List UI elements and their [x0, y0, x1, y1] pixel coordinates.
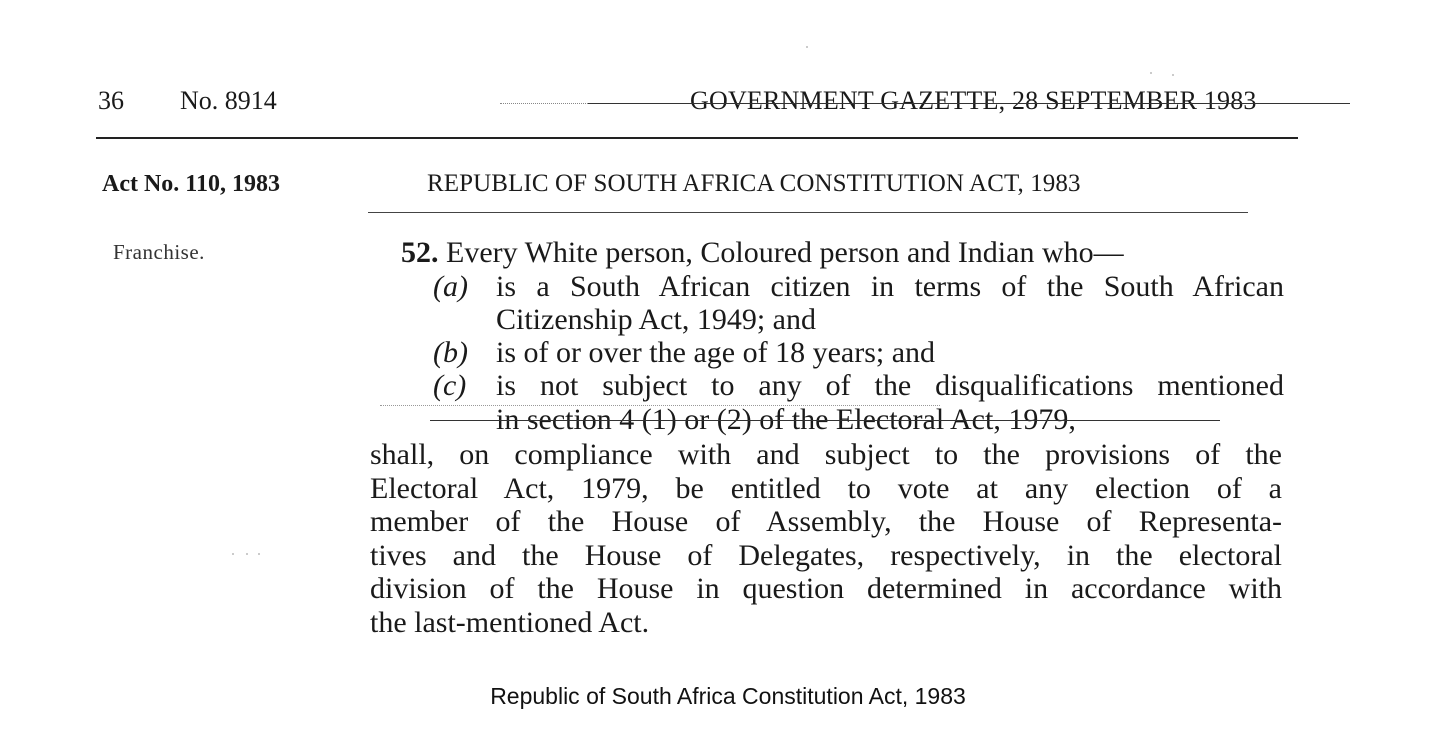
item-c-line-1: is not subject to any of the disqualifications mentioned: [496, 369, 1284, 402]
item-a-line-1: is a South African citizen in terms of the South African: [496, 270, 1284, 303]
gazette-number: No. 8914: [180, 86, 277, 115]
section-tail: [370, 438, 1282, 639]
item-c-line-2: in section 4 (1) or (2) of the Electoral Act, 1979,: [496, 403, 1076, 436]
item-label-a: (a): [433, 270, 468, 303]
gazette-title: GOVERNMENT GAZETTE, 28 SEPTEMBER 1983: [690, 86, 1257, 115]
act-number: Act No. 110, 1983: [102, 171, 280, 197]
scan-speck: [258, 553, 260, 555]
scan-speck: [232, 553, 234, 555]
tail-line: tives and the House of Delegates, respectively, in the electoral: [370, 538, 1282, 572]
item-label-c: (c): [433, 369, 467, 402]
tail-line: the last-mentioned Act.: [370, 605, 650, 639]
page-number: 36: [98, 86, 124, 115]
item-c-strike-line: [430, 420, 1220, 421]
scan-speck: [1150, 72, 1152, 74]
act-title-rule: [368, 212, 1248, 213]
tail-line: shall, on compliance with and subject to the provisions of the: [370, 438, 1282, 471]
section-intro: [401, 236, 1124, 270]
tail-line: Electoral Act, 1979, be entitled to vote at any election of a: [370, 471, 1282, 505]
act-title: REPUBLIC OF SOUTH AFRICA CONSTITUTION ACT, 1983: [427, 170, 1081, 197]
scan-speck: [806, 46, 808, 48]
scan-speck: [246, 553, 248, 555]
item-label-b: (b): [433, 336, 468, 369]
margin-note: Franchise.: [113, 240, 205, 264]
tail-line: division of the House in question determined in accordance with: [370, 572, 1282, 605]
scan-speck: [1172, 74, 1174, 76]
section-number: 52.: [401, 236, 439, 269]
image-caption: Republic of South Africa Constitution Act, 1983: [490, 683, 966, 709]
section-intro-text: Every White person, Coloured person and Indian who—: [446, 236, 1124, 269]
header-rule: [96, 137, 1298, 139]
tail-line: member of the House of Assembly, the House of Representa-: [370, 505, 1282, 538]
item-a-line-2: Citizenship Act, 1949; and: [496, 303, 816, 336]
item-b-line-1: is of or over the age of 18 years; and: [496, 336, 936, 369]
header-strike-line: [588, 103, 1350, 104]
